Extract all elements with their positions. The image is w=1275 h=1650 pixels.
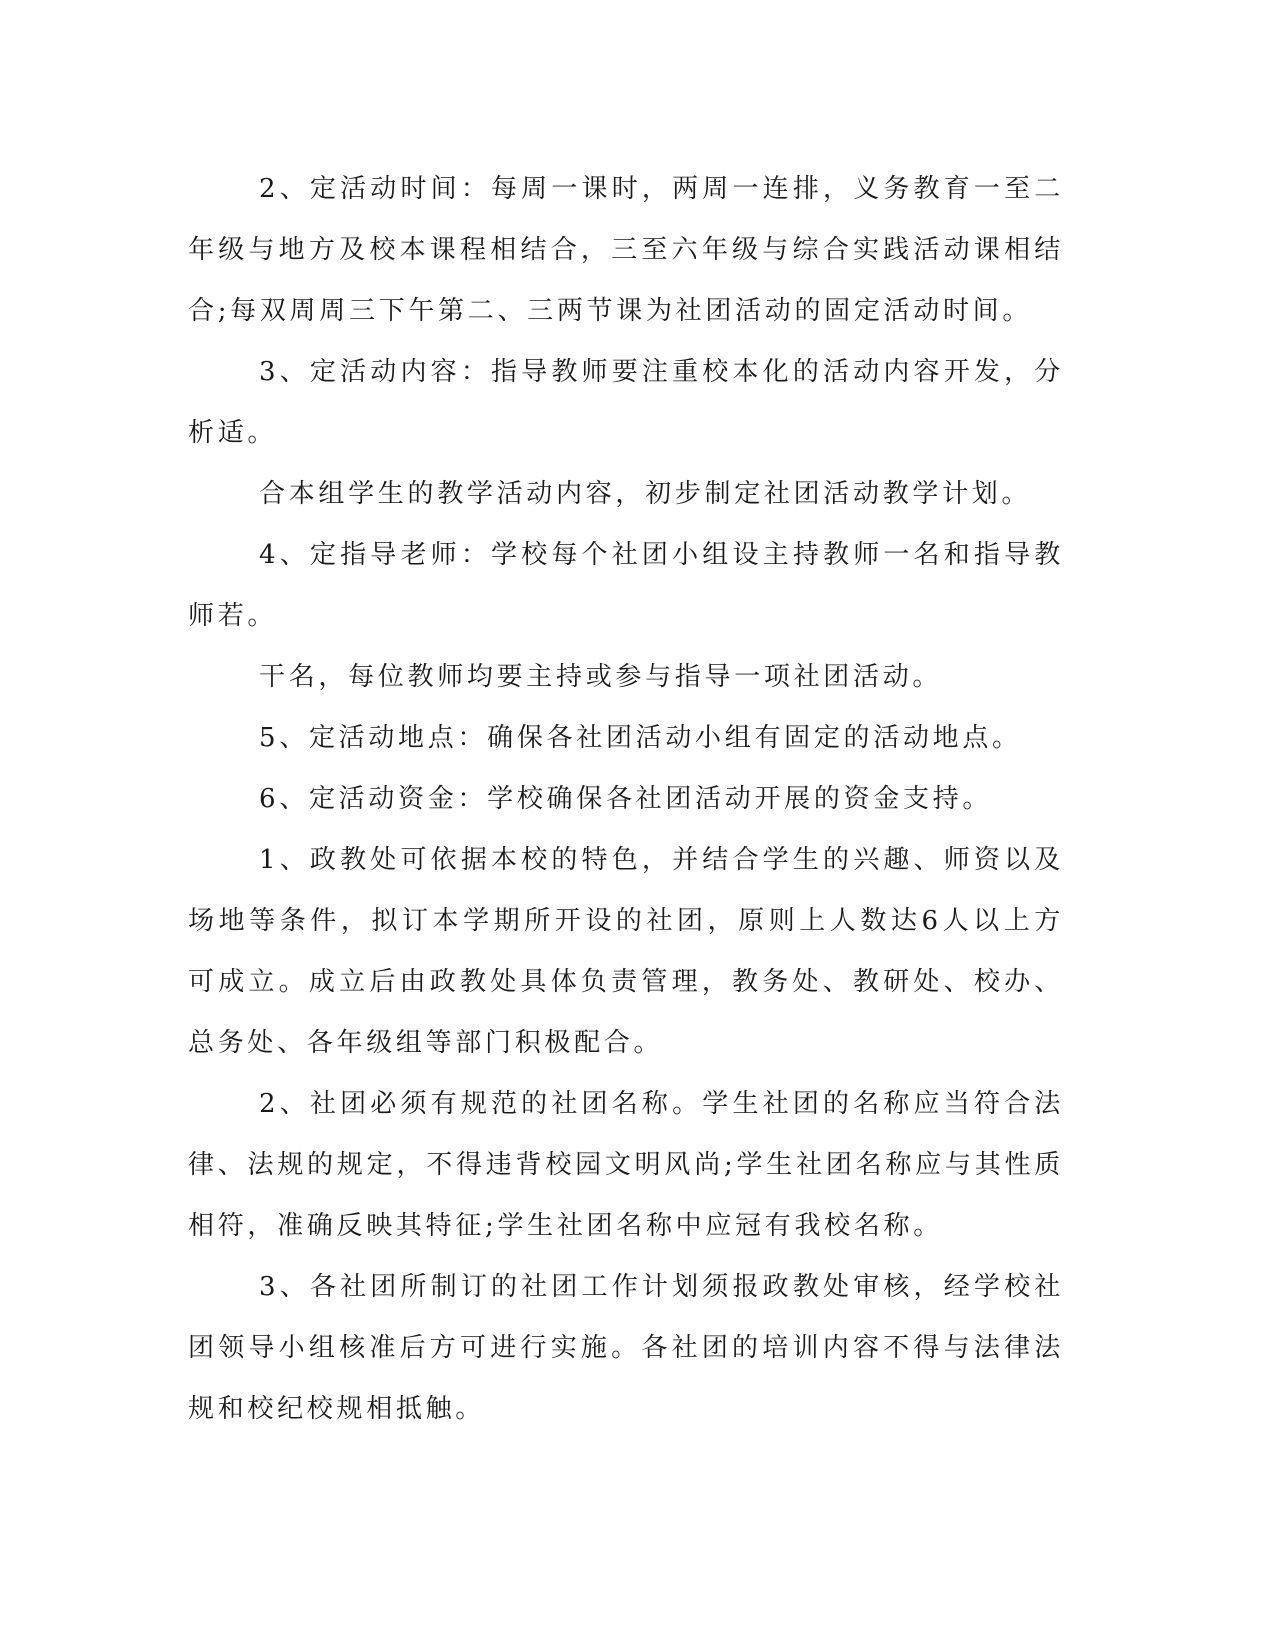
paragraph-activity-location: 5、定活动地点：确保各社团活动小组有固定的活动地点。: [259, 723, 1022, 753]
paragraph-activity-content: 3、定活动内容：指导教师要注重校本化的活动内容开发，分析适。: [188, 357, 1064, 448]
paragraph-activity-funding: 6、定活动资金：学校确保各社团活动开展的资金支持。: [259, 784, 993, 814]
paragraph-club-establishment: 1、政教处可依据本校的特色，并结合学生的兴趣、师资以及场地等条件，拟订本学期所开设的社团，原则上人数达6人以上方可成立。成立后由政教处具体负责管理，教务处、教研处、校办、总务处、各年级组等部门积极配合。: [188, 845, 1064, 1058]
paragraph-activity-time: 2、定活动时间：每周一课时，两周一连排，义务教育一至二年级与地方及校本课程相结合，三至六年级与综合实践活动课相结合;每双周周三下午第二、三两节课为社团活动的固定活动时间。: [188, 174, 1064, 326]
paragraph-club-naming: 2、社团必须有规范的社团名称。学生社团的名称应当符合法律、法规的规定，不得违背校园文明风尚;学生社团名称应与其性质相符，准确反映其特征;学生社团名称中应冠有我校名称。: [188, 1089, 1064, 1241]
document-body: [188, 159, 1064, 1440]
paragraph-instructors: 4、定指导老师：学校每个社团小组设主持教师一名和指导教师若。: [188, 540, 1064, 631]
paragraph-teacher-participation: 干名，每位教师均要主持或参与指导一项社团活动。: [259, 662, 943, 692]
paragraph-teaching-plan: 合本组学生的教学活动内容，初步制定社团活动教学计划。: [259, 479, 1032, 509]
paragraph-work-plan-review: 3、各社团所制订的社团工作计划须报政教处审核，经学校社团领导小组核准后方可进行实施。各社团的培训内容不得与法律法规和校纪校规相抵触。: [188, 1272, 1064, 1424]
